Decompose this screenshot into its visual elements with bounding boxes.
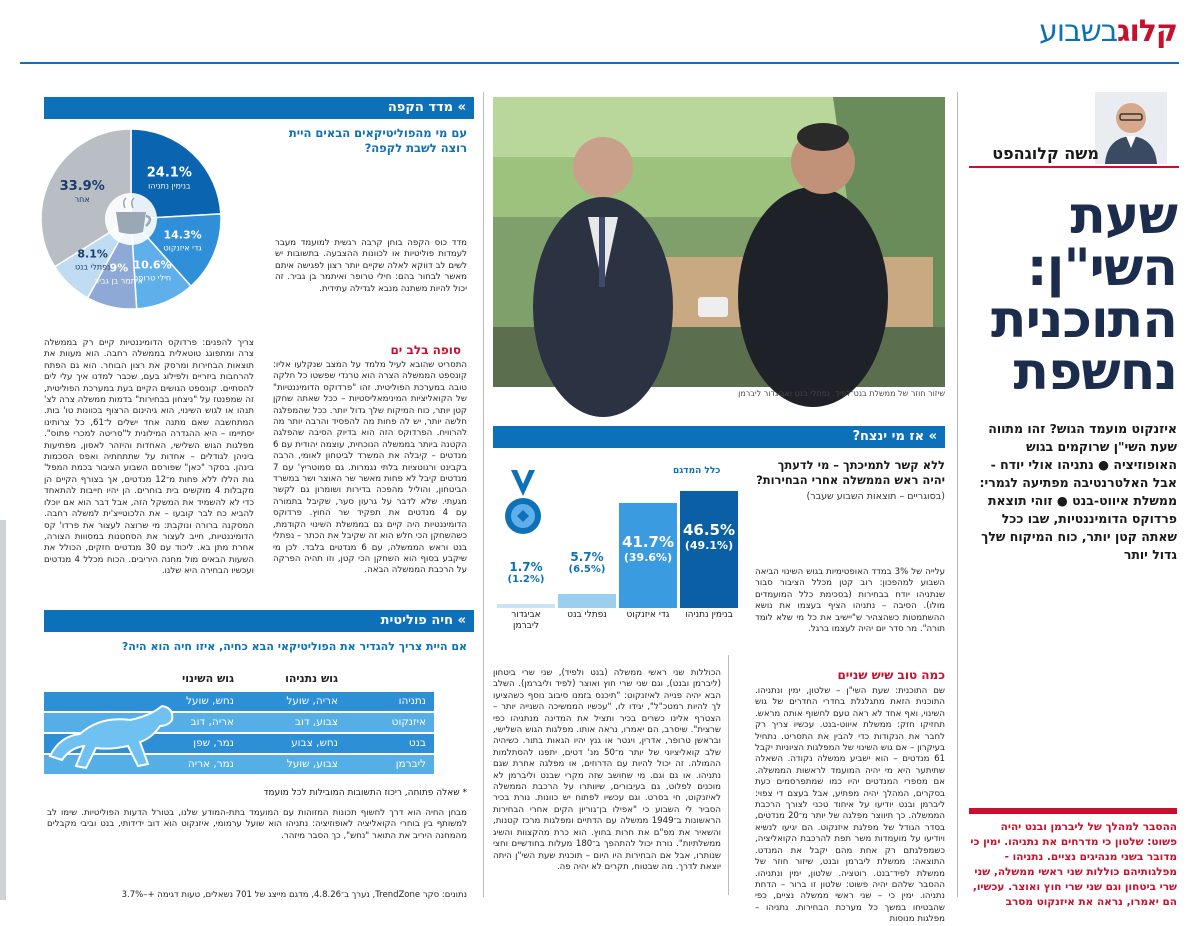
pie-value-label-4: 8.1% xyxy=(77,247,108,261)
bars-area xyxy=(493,482,738,608)
col2-header: גוש השינוי xyxy=(182,672,234,685)
lede: איזנקוט מועמד הגוש? זהו מתווה שעת השי"ן שרוקמים בגוש האופוזיציה ● נתניהו אולי יודח - אבל האלטרנטיבה מפתיעה לגמרי: ממשלת איווט-בנט ● זוהי תוצאת פרדוקס הדומיננטיות, שבו ככל שאתה קטן יותר, כוח המיקוח שלך גדול יותר xyxy=(979,421,1177,562)
masthead xyxy=(1039,14,1177,49)
pie-value-label-5: 33.9% xyxy=(59,178,105,194)
author-block xyxy=(969,92,1179,166)
pie-category-label-0: בנימין נתניהו xyxy=(148,181,191,191)
headline-line1: שעת xyxy=(1070,186,1177,246)
good-section-title: כמה טוב שיש שניים xyxy=(837,668,945,682)
bar-value-now-1: 41.7% xyxy=(621,533,675,551)
best-label: כלל המדגם xyxy=(673,466,721,476)
animal-row-name: איזנקוט xyxy=(391,716,426,728)
panther-icon xyxy=(40,686,180,776)
animal-header xyxy=(44,610,474,632)
bar-value-label-0 xyxy=(680,521,738,552)
bar-value-prev-0: (49.1%) xyxy=(684,539,734,552)
pie-value-label-3: 9% xyxy=(109,261,129,275)
pie-category-label-1: גדי איזנקוט xyxy=(163,243,202,253)
author-name: משה קלוגהפט xyxy=(992,144,1099,163)
margin-strip xyxy=(0,520,6,900)
winner-question-text: ללא קשר לתמיכתך – מי לדעתך יהיה ראש הממשלה אחרי הבחירות? xyxy=(756,458,945,487)
bar-category-2: נפתלי בנט xyxy=(567,610,607,620)
animal-question: אם היית צריך להגדיר את הפוליטיקאי הבא כחיה, איזו חיה הוא היה? xyxy=(121,640,467,653)
footer-source: נתונים: סקר TrendZone, נערך ב־4.8.26, מדגם מייצג של 701 נשאלים, טעות דגימה +–3.7% xyxy=(121,890,467,900)
winner-question xyxy=(755,458,945,502)
animal-row-change-bloc: נמר, שפן xyxy=(193,737,234,749)
animal-row-bibi-bloc: אריה, שועל xyxy=(286,695,338,707)
winner-side-text: עלייה של 3% במדד האופטימיות בגוש השינוי הביאה השבוע למהפכון: רוב קטן מכלל הציבור סבור שנתניהו יודח בבחירות (בסכימת כלל המועמדים מולו). הסיבה – נתניהו הציף בעצמו את נושא ההשתמטות כשהצהיר ש"יישיב את כל מי שלא לומד תורה". מר סדר יום יהיה לעצמו ברגל. xyxy=(755,567,945,635)
bar-2 xyxy=(558,594,616,608)
article-col-left-right: התסריט שהובא לעיל מלמד על המצב שנקלעו אליו: קונספט הממשלה הצרה הוא טרנדי שפשטו כל חלקה טובה במערכת הפוליטית. זהו "פרדוקס הדומיננטיות" של הקואליציות המינימאליסטיות – ככל שאתה שחקן קטן יותר, כוח המיקוח שלך גדול יותר. ככל שהמפלגה חלשה יותר, יש לה פחות מה להפסיד והרבה יותר מה להרוויח. הפרדוקס הזה הוא בדיוק הסיבה שהפלגה הקטנה ביותר בממשלה הנוכחית, עוצמה יהודית עם 6 מנדטים – קיבלה את המשרד לביטחון לאומי, הרבה בקבינט ורגוטציות בלתי נגמרות. גם סמוטריץ' עם 7 מנדטים קיבל לא פחות מאשר שר האוצר ושר במשרד הביטחון, והוליל מהפכה בדירות ושומרון גם לקשר מגעתי. שלא לדבר על גרעון סער, שקיבל בתמורה עם 4 מנדטים את תפקיד שר החוץ. פרדוקס הדומיננטיות היה קיים גם בממשלת השינוי הקודמת, כשהשחקן הכי חלש הוא זה שקיבל את הכתר – נפתלי בנט וראש הממשלה, עם 6 מנדטים בלבד. לכן מי שיקבע בסוף הוא השחקן הכי קטן, וזו תהיה הפרקה על הרכבת הממשלה הבאה. xyxy=(273,360,467,576)
animal-row-name: נתניהו xyxy=(398,695,426,707)
animal-header-text: » חיה פוליטית xyxy=(380,613,466,628)
bar-category-labels xyxy=(493,610,738,650)
coffee-text: מדד כוס הקפה בוחן קרבה רגשית למועמד מעבר לעמדות פוליטיות או לכוונות ההצבעה. בתשובות יש לשים לב דווקא לאלה שקיים יותר רצון לפגישה איתם מאשר לבחור בהם: חילי טרופר ואיתמר בן גביר. זה יכול להיות משתנה מנבא לגדילה עתידית. xyxy=(275,238,467,294)
bar-value-now-2: 5.7% xyxy=(570,550,604,564)
article-col-mid: הכוללות שני ראשי ממשלה (בנט ולפיד), שני שרי ביטחון (ליברמן ובנט), וגם שני שרי חוץ ואוצר (לפיד וליברמן). השלב הבא יהיה פנייה לאיזנקוט: "תיכנס בזמנו סיבוב נוסף כשהציעו לך להיות רמטכ"ל", יגידו לו, "עכשיו הממשיכה השנייה יותר – הצטרף אלינו כשרים בכיר ותציל את המדינה מנתניהו כפי שרצית". שיסרב, הם יאמרו, נראה אותו. מפלגות הגוש השלישי, ובראשן טרופר, אדרין, ויגטר או גנץ יהיו הגאות בתור. כשיהיה שלב קואליציוני של יותר מ־50 מנ' דטים, יתפנו להסתלמות ההמולה. זה יכול להיות עם הדרוזים, או מפלגה אחרת שגם נתניהו. או גם וגם. מי שחושב שזה מקרי שבנט וליברמן לא מוכנים לפלוט, גם בעיבורים, שיוותרו על הרכבת הממשלה לאיזנקוט, חי בסרט. וגם עכשיו לפתוח יש כוונות. נורת בכיר הסביר לי השבוע כי "אפילו בן־גוריון הקים אחרי הבחירות הראשונות ב־1949 ממשלה עם הדתיים ומפלגות מרכז קטנות, והשאיר את מפ"ם את חרות בחוץ. הוא כרת מהקצוות והשיג ממשלתיות". נורת יכול להתהפך ב־180 מעלות בחודשיים וחצי שנותרו, אבל אם הבחירות היו היום – תוכנית שעת השי"ן היתה יוצאת לדרך. מה שבטוח, תקרים לא יהיה פה. xyxy=(493,668,722,872)
photo-caption: שיזור חוזר של ממשלת בנט־לפיד. נפתלי בנט ואביגדור ליברמן xyxy=(738,389,945,398)
animal-row-change-bloc: נמר, אריה xyxy=(187,758,234,770)
pie-value-label-2: 10.6% xyxy=(133,258,172,272)
bar-category-0: בנימין נתניהו xyxy=(685,610,733,620)
bar-value-now-0: 46.5% xyxy=(682,521,736,539)
end-section-title: סופה בלב ים xyxy=(390,343,461,357)
coffee-question: עם מי מהפוליטיקאים הבאים היית רוצה לשבת לקפה? xyxy=(288,126,467,155)
col1-header: גוש נתניהו xyxy=(285,672,338,685)
coffee-pie-chart xyxy=(36,124,226,314)
pie-value-label-1: 14.3% xyxy=(163,228,202,242)
bar-3 xyxy=(497,604,555,608)
bar-value-label-3 xyxy=(497,560,555,585)
pie-category-label-4: נפתלי בנט xyxy=(74,262,111,272)
animal-row-name: ליברמן xyxy=(395,758,426,770)
bar-value-label-1 xyxy=(619,533,677,564)
pie-category-label-5: אחר xyxy=(74,194,90,204)
coffee-header-text: » מדד הקפה xyxy=(387,100,466,115)
bar-value-prev-1: (39.6%) xyxy=(623,551,673,564)
headline-line2: השי"ן: xyxy=(1026,238,1177,298)
animal-row-change-bloc: אריה, דוב xyxy=(190,716,234,728)
bar-category-1: גדי איזנקוט xyxy=(626,610,670,620)
article-col-right: שם התוכנית: שעת השי"ן – שלטון, ימין ונתניהו. התוכנית הזאת מתגלגלת בחדרי החדרים של גוש השינוי, ואף אחד לא ראה טעם לחשוף אותה מראש. תחזיקו חזק: ממשלת איווט-בנט. עכשיו צריך רק לחבר את הנקודות כדי להבין את התסריט. נתחיל בעיקרון – אם גוש השינוי של המפלגות הציוניות יקבל 61 מנדטים – הוא ישביע ממשלה נקודה. השאלה שתיתער היא מי יהיה המועמד לראשות הממשלה. אם מספרי המנדטים יהיו כמו שמתפרסמים כעת בסקרים, המהלך יהיה מפתיע, אבל בעצם די צפוי: ליברמן ובנט יודיעו על איחוד טכני לצורך הרכבת הממשלה. כך תיווצר מפלגה של יותר מ־20 מנדטים, בסדר הגודל של מפלגת איזנקוט. הם יגיעו לנשיא ויודיעו על מועמדות משר תפת להרכבת הקואליציה, כשמפלגתם רק אחת מהם יקבל את המנדט. התוצאה: ממשלת ליברמן ובנט, שיזור חוזר של ממשלת לפיד־בנט. רוטציה. שלטון, ימין ונתניהו. ההסבר שלהם יהיה פשוט: שלטון זו ברור – הדחת נתניהו. ימין כי – שני ראשי ממשלה נציים, כפי שהבטיחו במשך כל מערכת הבחירות. נתניהו – מפלגות מנוסות xyxy=(755,686,945,925)
animal-row-change-bloc: נחש, שועל xyxy=(185,695,234,707)
bar-value-prev-2: (6.5%) xyxy=(568,564,606,575)
animal-row-bibi-bloc: צבוע, שועל xyxy=(286,758,338,770)
bar-value-prev-3: (1.2%) xyxy=(507,574,545,585)
winner-header-text: » אז מי ינצח? xyxy=(852,429,937,444)
bar-value-label-2 xyxy=(558,550,616,575)
masthead-part2: בשבוע xyxy=(1039,14,1118,49)
pullquote: ההסבר למהלך של ליברמן ובנט יהיה פשוט: שלטון כי מדרחים את נתניהו. ימין כי מדובר בשני מנהיגים נציים. נתניהו - מפלגותיהם כוללות שני ראשי ממשלה, שני שרי ביטחון וגם שני שרי חוץ ואוצר. עכשיו, הם יאמרו, נראה את איזנקוט מסרב xyxy=(969,808,1177,910)
main-photo xyxy=(493,97,945,387)
pie-value-label-0: 24.1% xyxy=(146,165,192,181)
animal-note: * שאלה פתוחה, ריכוז התשובות המובילות לכל מועמד xyxy=(263,788,467,798)
animal-table xyxy=(44,672,434,782)
pie-category-label-2: חילי טרופר xyxy=(133,273,172,283)
winner-chart xyxy=(493,466,738,660)
animal-row-bibi-bloc: נחש, צבוע xyxy=(291,737,338,749)
animal-row-name: בנט xyxy=(408,737,426,749)
coffee-cup-icon xyxy=(105,193,157,245)
headline-line3: התוכנית xyxy=(991,290,1177,350)
bar-category-3: אביגדור ליברמן xyxy=(511,610,541,631)
article-col-left: צריך להפנים: פרדוקס הדומיננטיות קיים רק בממשלה צרה ומתפוגג טוטאלית בממשלה רחבה. הוא מעוות את תוצאות הבחירות ומרסק את רצון הבוחר. הוא גם הפתח להרחבות ביזריים ולפילוג בעם, שכבר למדנו איך עלי לים להסתיים. קונספט הגושים הקיים בעת במערכת הפוליטית, זה שמפנטז על "ניצחון בבחירות" בדמות ממשלה צרה לצ' תנהו או לגוש השינוי, הוא גיהינום הרצוף בכוונות טו' בות. המתחשבה שאם מתנה אחד ישלים ל־61, כל צרותינו יסתיימו – היא ההגדרה המילונית ל"סריטה למכרי פתוס". מפלגות הגוש השלישי, האחדות והיזהר לאסון, מפתיעות ביניהן לגודלים – אחדות על שתתחתיה ואפס הסכמות בינהן. בסקר "כאן" שפורסם השבוע הציבור בכמת המפל' גות הללו ללא פחות מ־12 מנדטים, אך בצורף הקיים הן מקבלות 4 מוקשים בית בוחרים. הן יהיו חייבות להתאחד כדי לא להשמיד את המשקל הזה, אבל דבר הוא אם יוכלו להביא כח לבר קובעו – את הלכוטייצ'ית למשלה רחבה. המסקנה ברורה ונוקבת: מי שרוצה לעצור את פרדו' קס הדומיננטיות, חייב לעצור את הסחטנות במסווות הצורה, אחרת מתן בא. ליכוד עם 30 מנדטים חזקים, הכולל את השעות הבאים מול מחנה היריבים. הכוח מכלל 4 מנדטים ועכשיו הבחירה היא שלנו. xyxy=(44,338,254,577)
headline-line4: נחשפת xyxy=(1013,342,1177,402)
coffee-header xyxy=(44,97,474,119)
animal-row-bibi-bloc: צבוע, דוב xyxy=(294,716,338,728)
winner-subnote: (בסוגריים – תוצאות השבוע שעבר) xyxy=(806,491,945,502)
pie-category-label-3: איתמר בן גביר xyxy=(94,276,144,286)
headline xyxy=(967,186,1177,402)
masthead-part1: קלוג xyxy=(1117,14,1177,49)
bar-value-now-3: 1.7% xyxy=(509,560,543,574)
author-photo xyxy=(1095,92,1167,164)
animal-text: מבחן החיה הוא דרך לחשוף תכונות המזוהות עם המועמד בתת-המודע שלנו, בטורל הדעות הפוליטיות. שימו לב למשותף בין בוחרי הקואליציה לאופוזיציה: נתניהו הוא שועל ערמומי, איזנקוט הוא דוב ידידותי, בנט וביבי מקבלים מהמחנה היריב את התואר "נחש", כך הסבר מיזהר. xyxy=(47,808,467,841)
winner-header xyxy=(493,426,945,448)
